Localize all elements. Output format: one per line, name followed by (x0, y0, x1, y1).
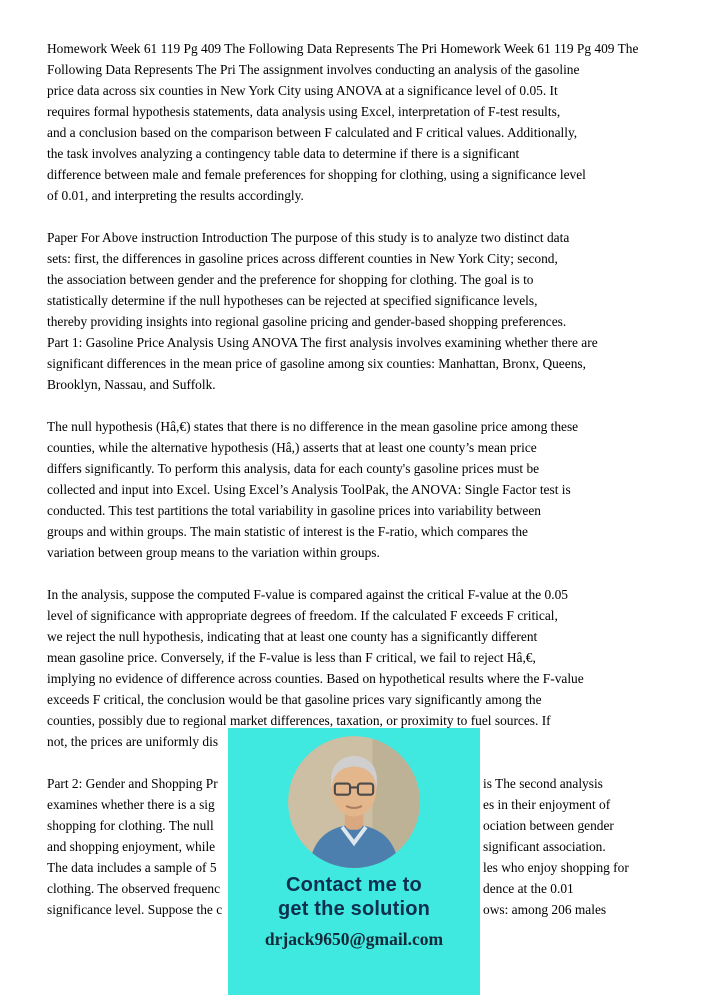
text-line (47, 353, 665, 374)
line-text: exceeds F critical, the conclusion would be that gasoline prices vary significantly among the (47, 692, 542, 707)
line-text: we reject the null hypothesis, indicating that at least one county has a significantly different (47, 629, 538, 644)
paragraph (47, 584, 665, 752)
line-text-right-fragment: les who enjoy shopping for (483, 860, 629, 875)
text-line (47, 122, 665, 143)
contact-email: drjack9650@gmail.com (264, 929, 444, 949)
text-line (47, 101, 665, 122)
line-text: conducted. This test partitions the total variability in gasoline prices into variability between (47, 503, 541, 518)
line-text-right-fragment: significant association. (483, 839, 606, 854)
line-text: Part 1: Gasoline Price Analysis Using ANOVA The first analysis involves examining whether there are (47, 335, 598, 350)
line-text: thereby providing insights into regional gasoline pricing and gender-based shopping preferences. (47, 314, 567, 329)
text-line (47, 269, 665, 290)
line-text: requires formal hypothesis statements, data analysis using Excel, interpretation of F-test results, (47, 104, 561, 119)
line-text-left-fragment: examines whether there is a sig (47, 797, 215, 812)
line-text: In the analysis, suppose the computed F-value is compared against the critical F-value at the 0.05 (47, 587, 568, 602)
line-text-right-fragment: dence at the 0.01 (483, 881, 574, 896)
line-text: mean gasoline price. Conversely, if the F-value is less than F critical, we fail to reject Hâ,€, (47, 650, 536, 665)
text-line (47, 542, 665, 563)
line-text-right-fragment: ociation between gender (483, 818, 614, 833)
contact-headline-line1: Contact me to (286, 874, 422, 896)
text-line (47, 80, 665, 101)
line-text: difference between male and female preferences for shopping for clothing, using a significance level (47, 167, 586, 182)
line-text: price data across six counties in New York City using ANOVA at a significance level of 0.05. It (47, 83, 558, 98)
text-line (47, 164, 665, 185)
line-text: sets: first, the differences in gasoline prices across different counties in New York City; second, (47, 251, 558, 266)
line-text-left-fragment: shopping for clothing. The null (47, 818, 214, 833)
text-line (47, 374, 665, 395)
line-text: the association between gender and the preference for shopping for clothing. The goal is to (47, 272, 534, 287)
text-line (47, 521, 665, 542)
line-text: groups and within groups. The main statistic of interest is the F-ratio, which compares the (47, 524, 528, 539)
line-text: and a conclusion based on the comparison between F calculated and F critical values. Additionally, (47, 125, 578, 140)
text-line (47, 185, 665, 206)
line-text: The null hypothesis (Hâ,€) states that there is no difference in the mean gasoline price among these (47, 419, 579, 434)
text-line (47, 668, 665, 689)
line-text-left-fragment: and shopping enjoyment, while (47, 839, 216, 854)
line-text-left-fragment: Part 2: Gender and Shopping Pr (47, 776, 218, 791)
text-line (47, 647, 665, 668)
text-line (47, 143, 665, 164)
text-line (47, 248, 665, 269)
line-text-left-fragment: clothing. The observed frequenc (47, 881, 221, 896)
text-line (47, 59, 665, 80)
text-line (47, 332, 665, 353)
line-text-right-fragment: is The second analysis (483, 776, 603, 791)
line-text: counties, while the alternative hypothesis (Hâ,) asserts that at least one county’s mean price (47, 440, 537, 455)
text-line (47, 290, 665, 311)
line-text: the task involves analyzing a contingency table data to determine if there is a significant (47, 146, 520, 161)
line-text: level of significance with appropriate degrees of freedom. If the calculated F exceeds F critical, (47, 608, 558, 623)
text-line (47, 437, 665, 458)
line-text: collected and input into Excel. Using Excel’s Analysis ToolPak, the ANOVA: Single Factor test is (47, 482, 571, 497)
line-text-left-fragment: The data includes a sample of 5 (47, 860, 217, 875)
line-text: counties, possibly due to regional market differences, taxation, or proximity to fuel sources. If (47, 713, 551, 728)
text-line (47, 479, 665, 500)
text-line (47, 626, 665, 647)
line-text: statistically determine if the null hypotheses can be rejected at specified significance levels, (47, 293, 538, 308)
line-text: Homework Week 61 119 Pg 409 The Following Data Represents The Pri Homework Week 61 119 Pg 409 The (47, 41, 639, 56)
portrait-photo-icon (288, 736, 420, 868)
line-text: Paper For Above instruction Introduction The purpose of this study is to analyze two distinct data (47, 230, 570, 245)
text-line (47, 458, 665, 479)
line-text-right-fragment: es in their enjoyment of (483, 797, 611, 812)
text-line (47, 500, 665, 521)
contact-overlay (228, 728, 480, 995)
line-text-left-fragment: not, the prices are uniformly dis (47, 734, 219, 749)
line-text: implying no evidence of difference across counties. Based on hypothetical results where the F-value (47, 671, 584, 686)
line-text: differs significantly. To perform this analysis, data for each county's gasoline prices must be (47, 461, 540, 476)
line-text-right-fragment: ows: among 206 males (483, 902, 607, 917)
text-line (47, 584, 665, 605)
line-text: Brooklyn, Nassau, and Suffolk. (47, 377, 216, 392)
line-text: of 0.01, and interpreting the results accordingly. (47, 188, 304, 203)
text-line (47, 689, 665, 710)
line-text: significant differences in the mean price of gasoline among six counties: Manhattan, Bronx, Queens, (47, 356, 586, 371)
paragraph (47, 38, 665, 206)
paragraph (47, 227, 665, 395)
text-line (47, 311, 665, 332)
line-text: variation between group means to the variation within groups. (47, 545, 380, 560)
contact-headline-line2: get the solution (277, 898, 431, 920)
text-line (47, 227, 665, 248)
line-text-left-fragment: significance level. Suppose the c (47, 902, 223, 917)
portrait-avatar (288, 736, 420, 868)
line-text: Following Data Represents The Pri The assignment involves conducting an analysis of the gasoline (47, 62, 580, 77)
text-line (47, 605, 665, 626)
text-line (47, 38, 665, 59)
paragraph (47, 416, 665, 563)
text-line (47, 416, 665, 437)
